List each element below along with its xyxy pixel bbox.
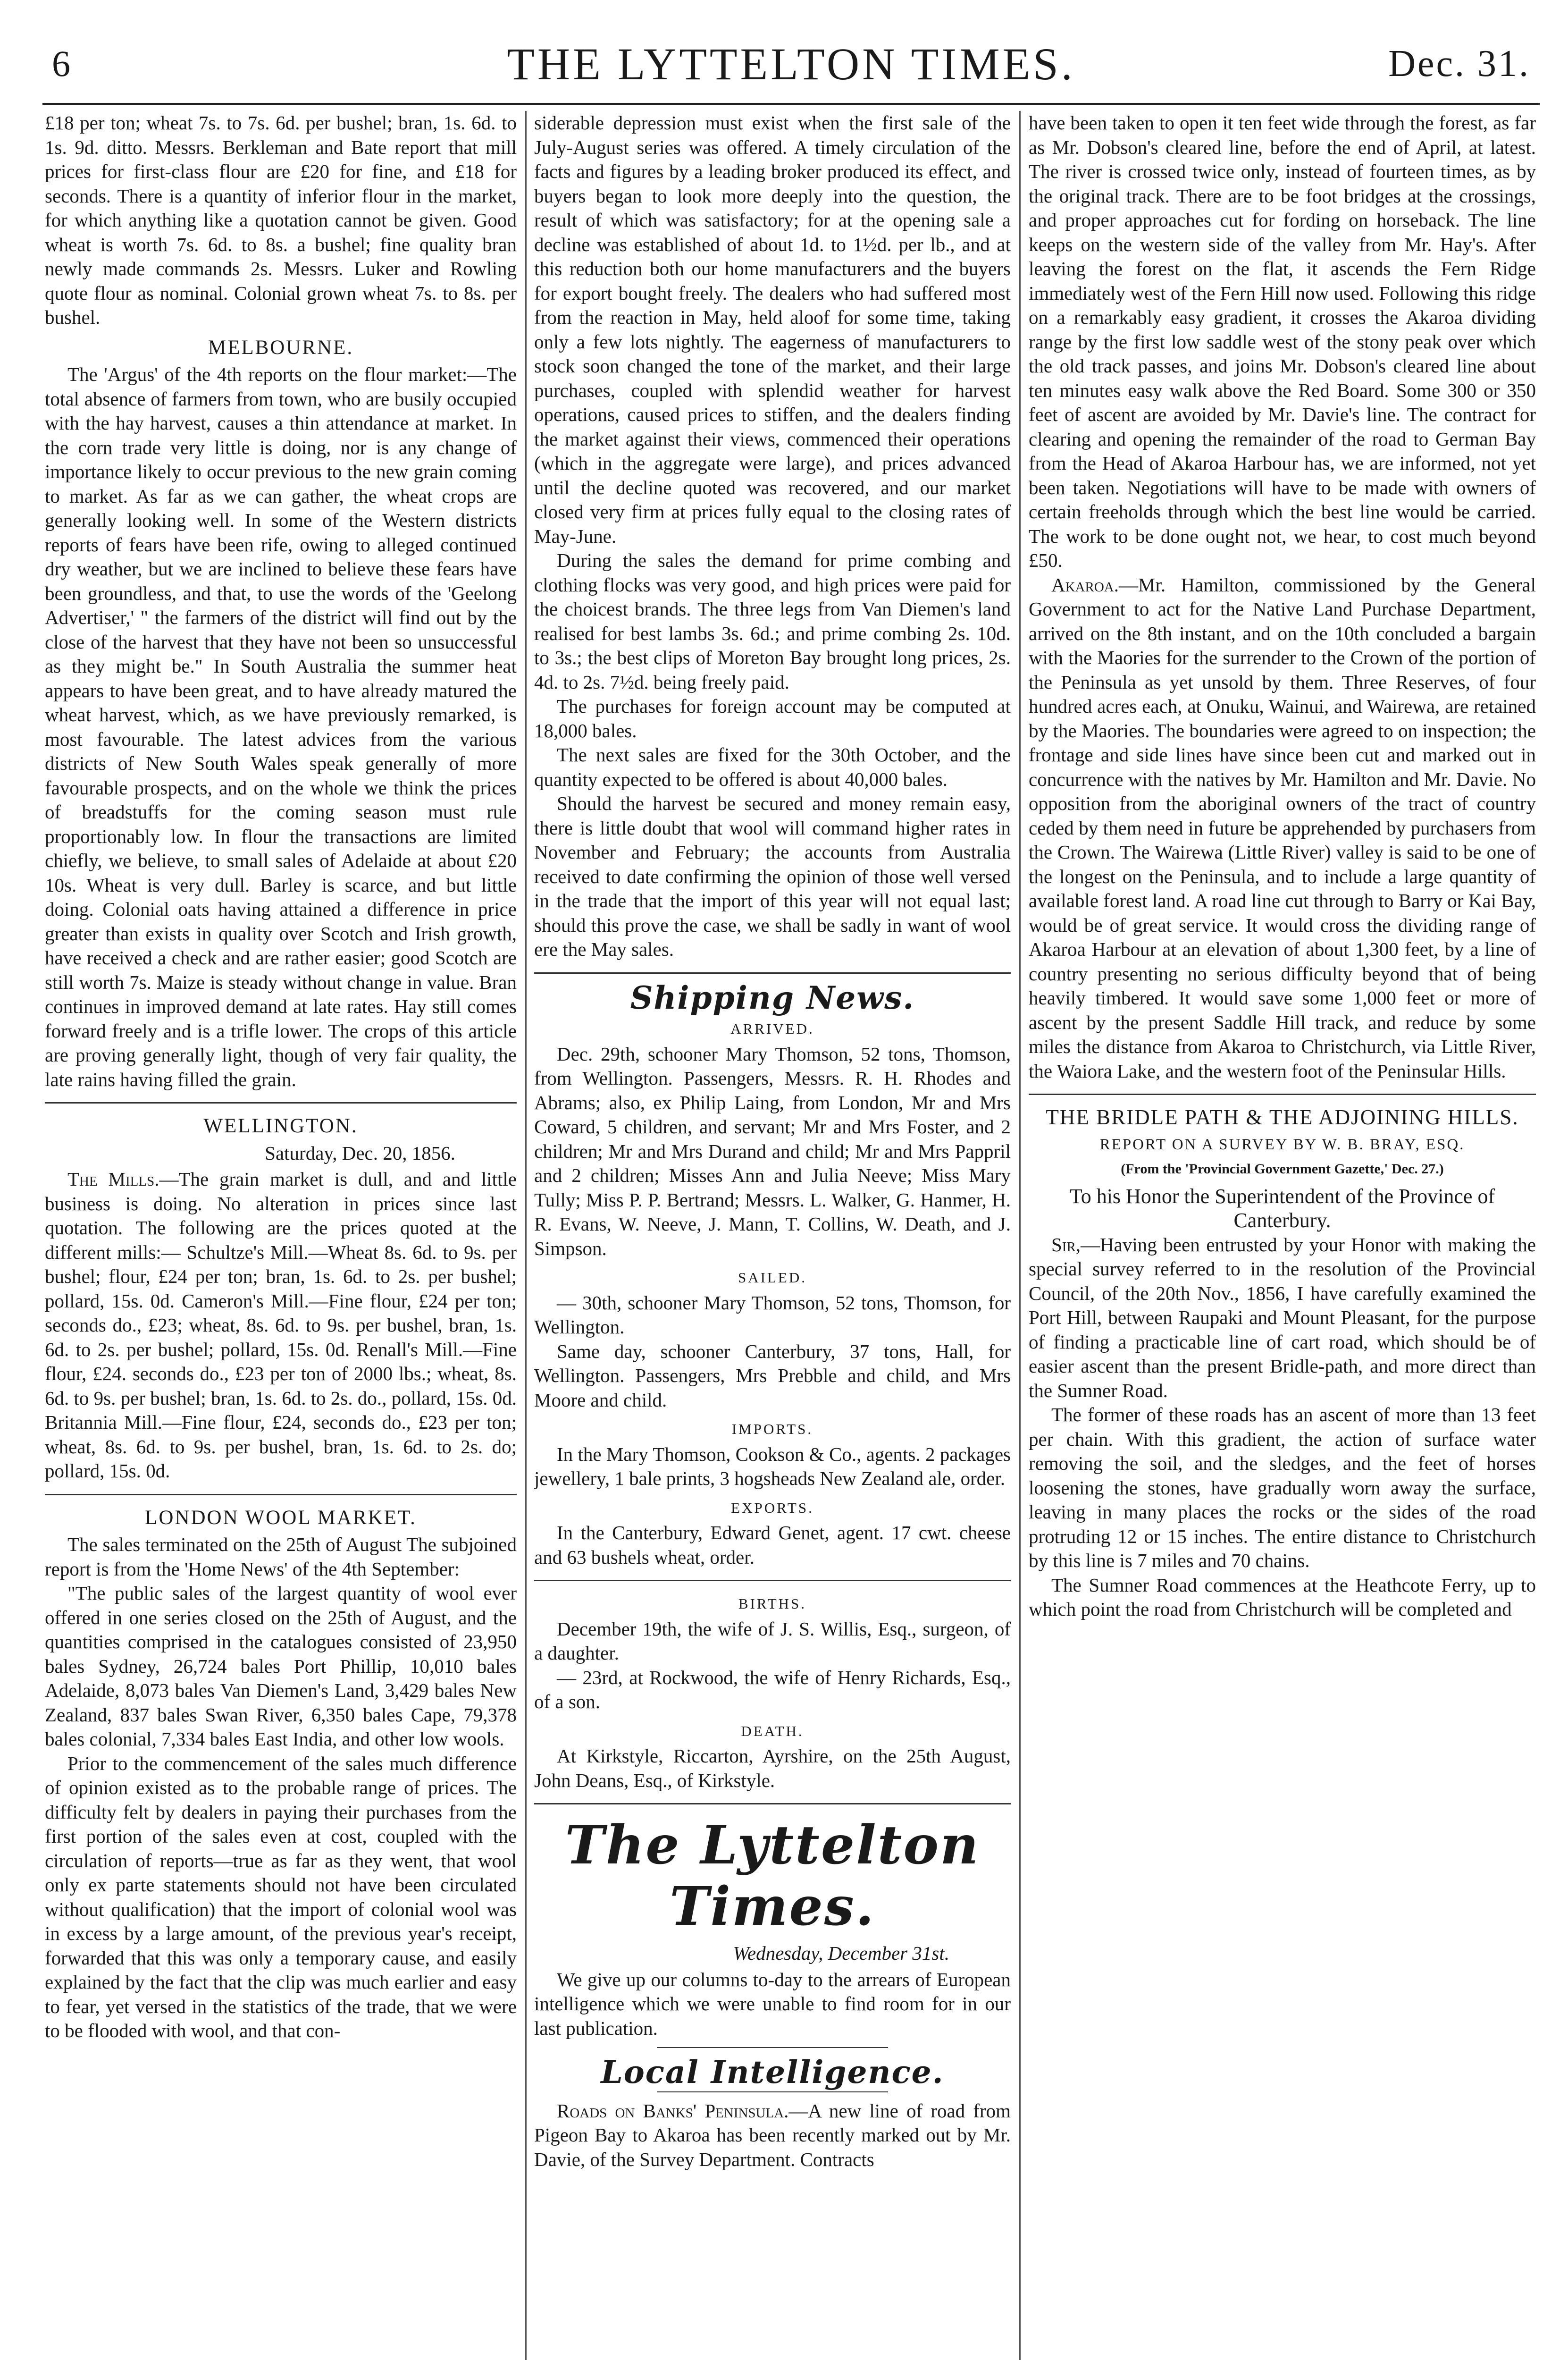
article-paragraph: —A new line of road from Pigeon Bay to Akaroa has been recently marked out by Mr. Davie, of the Survey Department. Contracts <box>534 2099 1011 2170</box>
article-paragraph: The 'Argus' of the 4th reports on the flour market:—The total absence of farmers from town, who are busily occupied with the hay harvest, causes a thin attendance at market. In the corn trade very little is doing, nor is any change of importance likely to occur previous to the new grain coming to market. As far as we can gather, the wheat crops are generally looking well. In some of the Western districts reports of fears have been rife, owing to alleged continued dry weather, but we are inclined to believe these fears have been groundless, and that, to use the words of the 'Geelong Advertiser,' " the farmers of the district will find out by the close of the harvest that they have not been so unsuccessful as they might be." In South Australia the summer heat appears to have been great, and to have already matured the wheat harvest, which, as we have previously remarked, is most favourable. The latest advices from the various districts of New South Wales speak generally of more favourable prospects, and on the whole we think the prices of breadstuffs for the coming season must rule proportionably low. In flour the transactions are limited chiefly, we believe, to small sales of Adelaide at about £20 10s. Wheat is very dull. Barley is scarce, and but little doing. Colonial oats having attained a difference in price greater than exists in quality over Scotch and Irish growth, have received a check and are rather easier; good Scotch are still worth 7s. Maize is steady without change in value. Bran continues in improved demand at late rates. Hay still comes forward freely and is a trifle lower. The crops of this article are proving generally light, though of very fair quality, the late rains having filled the grain. <box>45 363 517 1090</box>
shipping-entry: Same day, schooner Canterbury, 37 tons, Hall, for Wellington. Passengers, Mrs Prebble and child, and Mrs Moore and child. <box>534 1340 1011 1411</box>
section-heading-wellington: WELLINGTON. <box>203 1115 358 1137</box>
article-paragraph: The next sales are fixed for the 30th October, and the quantity expected to be offered is about 40,000 bales. <box>534 744 1011 790</box>
dateline: Saturday, Dec. 20, 1856. <box>265 1142 455 1164</box>
issue-date: Dec. 31. <box>1388 43 1530 84</box>
article-paragraph: "The public sales of the largest quantity of wool ever offered in one series closed on the 25th of August, and the quantities comprised in the catalogues consisted of 23,950 bales Sydney, 26,724 bales Port Phillip, 10,010 bales Adelaide, 8,073 bales Van Diemen's Land, 3,429 bales New Zealand, 837 bales Swan River, 6,350 bales Cape, 79,378 bales colonial, 7,334 bales East India, and other low wools. <box>45 1582 517 1750</box>
column-3 <box>1029 111 1536 2360</box>
article-paragraph: During the sales the demand for prime combing and clothing flocks was very good, and high prices were paid for the choicest brands. The three legs from Van Diemen's land realised for best lambs 3s. 6d.; and prime combing 2s. 10d. to 3s.; the best clips of Moreton Bay brought long prices, 2s. 4d. to 2s. 7½d. being freely paid. <box>534 549 1011 693</box>
page-number: 6 <box>52 43 70 84</box>
editorial-paragraph: We give up our columns to-day to the arrears of European intelligence which we were unable to find room for in our last publication. <box>534 1968 1011 2039</box>
article-paragraph: The sales terminated on the 25th of August The subjoined report is from the 'Home News' of the 4th September: <box>45 1534 517 1580</box>
article-paragraph: The Sumner Road commences at the Heathcote Ferry, up to which point the road from Christchurch will be completed and <box>1029 1574 1536 1620</box>
bridle-path-heading: THE BRIDLE PATH & THE ADJOINING HILLS. <box>1046 1105 1519 1129</box>
arrived-label: ARRIVED. <box>730 1020 814 1037</box>
section-rule <box>1029 1094 1536 1095</box>
article-paragraph: —Mr. Hamilton, commissioned by the General Government to act for the Native Land Purchase Department, arrived on the 8th instant, and on the 10th concluded a bargain with the Maories for the surrender to the Crown of the portion of the Peninsula as yet unsold by them. Three Reserves, of four hundred acres each, at Onuku, Wainui, and Wairewa, are retained by the Maories. The boundaries were agreed to on inspection; the frontage and side lines have since been cut and marked out in concurrence with the natives by Mr. Hamilton and Mr. Davie. No opposition from the aboriginal owners of the tract of country ceded by them need in future be apprehended by purchasers from the Crown. The Wairewa (Little River) valley is said to be one of the longest on the Peninsula, and to include a large quantity of available forest land. A road line cut through to Barry or Kai Bay, would be of great service. It would cross the dividing range of Akaroa Harbour at an elevation of about 1,300 feet, by a line of country presenting no serious difficulty beyond that of being heavily timbered. It would save some 1,000 feet or more of ascent by the present Saddle Hill track, and reduce by some miles the distance from Akaroa to Christchurch, via Little River, the Waiora Lake, and the western foot of the Peninsular Hills. <box>1029 573 1536 1082</box>
paragraph-lead: Sir, <box>1051 1233 1081 1256</box>
report-line: REPORT ON A SURVEY BY W. B. BRAY, ESQ. <box>1099 1136 1465 1153</box>
newspaper-title: THE LYTTELTON TIMES. <box>507 39 1075 89</box>
column-divider <box>525 111 527 2360</box>
notice-entry: At Kirkstyle, Riccarton, Ayrshire, on the 25th August, John Deans, Esq., of Kirkstyle. <box>534 1745 1011 1791</box>
section-rule <box>534 1580 1011 1581</box>
paragraph-lead: The Mills. <box>67 1168 159 1190</box>
article-paragraph: Prior to the commencement of the sales much difference of opinion existed as to the probable range of prices. The difficulty felt by dealers in paying their purchases from the first portion of the sales even at cost, coupled with the circulation of reports—true as far as they went, that wool only ex parte statements should not have been circulated without qualification) that the import of colonial wool was in excess by a large amount, of the previous year's receipt, forwarded that this was only a temporary cause, and easily explained by the fact that the clip was much earlier and easy to fear, yet versed in the statistics of the trade, that we were to be flooded with wool, and that con- <box>45 1752 517 2041</box>
short-rule <box>657 2047 888 2048</box>
article-paragraph: —Having been entrusted by your Honor with making the special survey referred to in the resolution of the Provincial Council, of the 20th Nov., 1856, I have carefully examined the Port Hill, between Raupaki and Mount Pleasant, for the purpose of finding a practicable line of cart road, which should be of easier ascent than the present Bridle-path, and more direct than the Sumner Road. <box>1029 1233 1536 1401</box>
notice-entry: December 19th, the wife of J. S. Willis, Esq., surgeon, of a daughter. <box>534 1618 1011 1664</box>
column-1 <box>45 111 517 2360</box>
paragraph-lead: Roads on Banks' Peninsula. <box>557 2099 789 2122</box>
article-paragraph: Should the harvest be secured and money remain easy, there is little doubt that wool will command higher rates in November and February; the accounts from Australia received to date confirming the opinion of those well versed in the trade that the import of this year will not equal last; should this prove the case, we shall be sadly in want of wool ere the May sales. <box>534 792 1011 960</box>
paragraph-lead: Akaroa. <box>1051 573 1119 596</box>
section-rule <box>534 972 1011 974</box>
column-divider <box>1019 111 1021 2360</box>
short-rule <box>657 2091 888 2092</box>
masthead <box>52 33 1530 104</box>
section-rule <box>534 1803 1011 1804</box>
masthead-rule <box>42 103 1540 105</box>
section-rule <box>45 1102 517 1104</box>
section-heading-london: LONDON WOOL MARKET. <box>145 1506 417 1529</box>
report-source: (From the 'Provincial Government Gazette,' Dec. 27.) <box>1121 1161 1444 1177</box>
article-paragraph: The purchases for foreign account may be computed at 18,000 bales. <box>534 695 1011 742</box>
shipping-entry: In the Canterbury, Edward Genet, agent. 17 cwt. cheese and 63 bushels wheat, order. <box>534 1522 1011 1568</box>
column-2 <box>534 111 1011 2360</box>
notice-entry: — 23rd, at Rockwood, the wife of Henry Richards, Esq., of a son. <box>534 1666 1011 1712</box>
shipping-news-heading: Shipping News. <box>630 979 915 1016</box>
article-paragraph: £18 per ton; wheat 7s. to 7s. 6d. per bushel; bran, 1s. 6d. to 1s. 9d. ditto. Messrs. Berkleman and Bate report that mill prices for first-class flour are £20 for fine, and £18 for seconds. There is a quantity of inferior flour in the market, for which anything like a quotation cannot be given. Good wheat is worth 7s. 6d. to 8s. a bushel; fine quality bran newly made commands 2s. Messrs. Luker and Rowling quote flour as nominal. Colonial grown wheat 7s. to 8s. per bushel. <box>45 112 517 328</box>
shipping-entry: Dec. 29th, schooner Mary Thomson, 52 tons, Thomson, from Wellington. Passengers, Messrs. R. H. Rhodes and Abrams; also, ex Philip Laing, from London, Mr and Mrs Coward, 5 children, and servant; Mr and Mrs Foster, and 2 children; Mr and Mrs Durand and child; Mr and Mrs Pappril and 2 children; Misses Ann and Julia Neeve; Miss Mary Tully; Miss P. P. Bertrand; Messrs. L. Walker, G. Hanmer, H. R. Evans, W. Neeve, J. Mann, T. Collins, W. Death, and J. Simpson. <box>534 1043 1011 1259</box>
section-rule <box>45 1494 517 1495</box>
article-paragraph: The former of these roads has an ascent of more than 13 feet per chain. With this gradient, the action of surface water removing the soil, and the sledges, and the feet of horses loosening the stones, have gradually worn away the surface, leaving in many places the rocks or the sides of the road protruding 12 or 15 inches. The entire distance to Christchurch by this line is 7 miles and 70 chains. <box>1029 1404 1536 1571</box>
editorial-date: Wednesday, December 31st. <box>733 1942 949 1964</box>
shipping-entry: — 30th, schooner Mary Thomson, 52 tons, Thomson, for Wellington. <box>534 1291 1011 1338</box>
section-heading-melbourne: MELBOURNE. <box>208 336 354 359</box>
births-label: BIRTHS. <box>738 1595 807 1612</box>
local-intelligence-heading: Local Intelligence. <box>601 2054 944 2090</box>
imports-label: IMPORTS. <box>731 1421 813 1437</box>
article-paragraph: —The grain market is dull, and and little business is doing. No alteration in prices since last quotation. The following are the prices quoted at the different mills:— Schultze's Mill.—Wheat 8s. 6d. to 9s. per bushel; flour, £24 per ton; bran, 1s. 6d. to 2s. per bushel; pollard, 15s. 0d. Cameron's Mill.—Fine flour, £24 per ton; seconds do., £23; wheat, 8s. 6d. to 9s. per bushel, bran, 1s. 6d. to 2s. per bushel; pollard, 15s. 0d. Renall's Mill.—Fine flour, £24. seconds do., £23 per ton of 2000 lbs.; wheat, 8s. 6d. to 9s. per bushel; bran, 1s. 6d. to 2s. do., pollard, 15s. 0d. Britannia Mill.—Fine flour, £24, seconds do., £23 per ton; wheat, 8s. 6d. to 9s. per bushel, bran, 1s. 6d. to 2s. do; pollard, 15s. 0d. <box>45 1168 517 1482</box>
sailed-label: SAILED. <box>738 1269 807 1286</box>
death-label: DEATH. <box>741 1722 804 1739</box>
shipping-entry: In the Mary Thomson, Cookson & Co., agents. 2 packages jewellery, 1 bale prints, 3 hogsheads New Zealand ale, order. <box>534 1443 1011 1489</box>
article-paragraph: siderable depression must exist when the first sale of the July-August series was offered. A timely circulation of the facts and figures by a leading broker produced its effect, and buyers began to look more deeply into the question, the result of which was satisfactory; for at the opening sale a decline was established of about 1d. to 1½d. per lb., and at this reduction both our home manufacturers and the buyers for export bought freely. The dealers who had suffered most from the reaction in May, held aloof for some time, taking only a few lots nightly. The eagerness of manufacturers to stock soon changed the tone of the market, and their large purchases, coupled with splendid weather for harvest operations, caused prices to stiffen, and the dealers finding the market against their views, commenced their operations (which in the aggregate were large), and prices advanced until the decline quoted was recovered, and our market closed very firm at prices fully equal to the closing rates of May-June. <box>534 112 1011 547</box>
address-line: To his Honor the Superintendent of the Province of Canterbury. <box>1069 1184 1495 1232</box>
exports-label: EXPORTS. <box>731 1499 814 1516</box>
editorial-masthead: The Lyttelton Times. <box>565 1814 980 1938</box>
article-paragraph: have been taken to open it ten feet wide through the forest, as far as Mr. Dobson's cleared line, before the end of April, at latest. The river is crossed twice only, instead of fourteen times, as by the original track. There are to be foot bridges at the crossings, and proper approaches cut for fording on horseback. The line keeps on the western side of the valley from Mr. Hay's. After leaving the forest on the flat, it ascends the Fern Ridge immediately west of the Fern Hill now used. Following this ridge on a remarkably easy gradient, it crosses the Akaroa dividing range by the first low saddle west of the stony peak over which the old track passes, and joins Mr. Dobson's cleared line about ten minutes easy walk above the Red Board. Some 300 or 350 feet of ascent are avoided by Mr. Davie's line. The contract for clearing and opening the remainder of the road to German Bay from the Head of Akaroa Harbour has, we are informed, not yet been taken. Negotiations will have to be made with owners of certain freeholds through which the best line would be carried. The work to be done ought not, we hear, to cost much beyond £50. <box>1029 112 1536 571</box>
